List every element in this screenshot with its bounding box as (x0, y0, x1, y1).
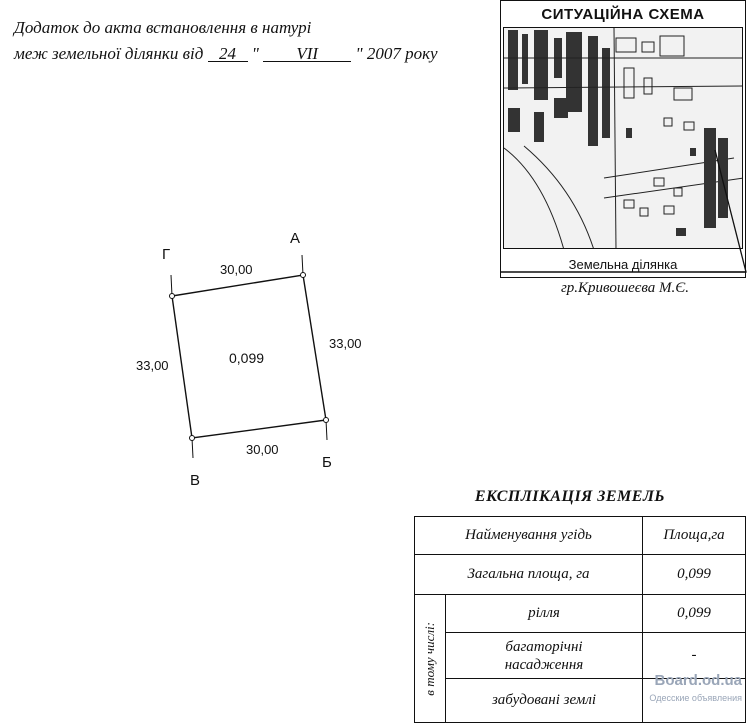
built-up-land-label: забудовані землі (446, 679, 643, 723)
total-area-label: Загальна площа, га (415, 555, 643, 595)
col-header-area: Площа,га (643, 517, 746, 555)
side-length-top: 30,00 (220, 262, 253, 277)
appendix-day: 24 (208, 46, 248, 62)
corner-label-g: Г (162, 246, 171, 263)
plot-drawing (0, 0, 420, 500)
corner-label-b: Б (322, 454, 332, 471)
appendix-title-line1: Додаток до акта встановлення в натурі (14, 18, 312, 37)
situational-scheme-title: СИТУАЦІЙНА СХЕМА (541, 6, 705, 23)
side-length-right: 33,00 (329, 336, 362, 351)
watermark-tagline: Одесские объявления (649, 693, 742, 703)
including-label: в тому числі: (422, 621, 437, 696)
plot-area: 0,099 (229, 350, 265, 366)
plot-owner: гр.Кривошеєва М.Є. (560, 280, 690, 296)
land-plot-legend-label: Земельна ділянка (568, 257, 678, 272)
side-length-bottom: 30,00 (246, 442, 279, 457)
appendix-prefix: меж земельної ділянки від (14, 44, 204, 63)
legend-leader-line (500, 0, 750, 300)
side-length-left: 33,00 (136, 358, 169, 373)
quote-close: " (355, 44, 363, 63)
quote-open: " (251, 44, 259, 63)
perennial-plantings-value: - (643, 633, 746, 679)
watermark-site: Board.od.ua (654, 672, 742, 689)
perennial-label-line1: багаторічні (505, 638, 583, 655)
perennial-label-line2: насадження (504, 656, 584, 673)
perennial-plantings-label (446, 633, 643, 679)
corner-label-v: В (190, 472, 201, 489)
explication-title: ЕКСПЛІКАЦІЯ ЗЕМЕЛЬ (474, 488, 666, 505)
total-area-value: 0,099 (643, 555, 746, 595)
arable-label: рілля (446, 595, 643, 633)
corner-marker-v (190, 436, 195, 441)
appendix-year: 2007 року (366, 44, 438, 63)
corner-marker-g (170, 294, 175, 299)
corner-label-a: А (290, 230, 301, 247)
corner-marker-a (301, 273, 306, 278)
explication-table (414, 516, 746, 723)
corner-marker-b (324, 418, 329, 423)
col-header-name: Найменування угідь (415, 517, 643, 555)
arable-value: 0,099 (643, 595, 746, 633)
appendix-month: VII (263, 46, 351, 62)
